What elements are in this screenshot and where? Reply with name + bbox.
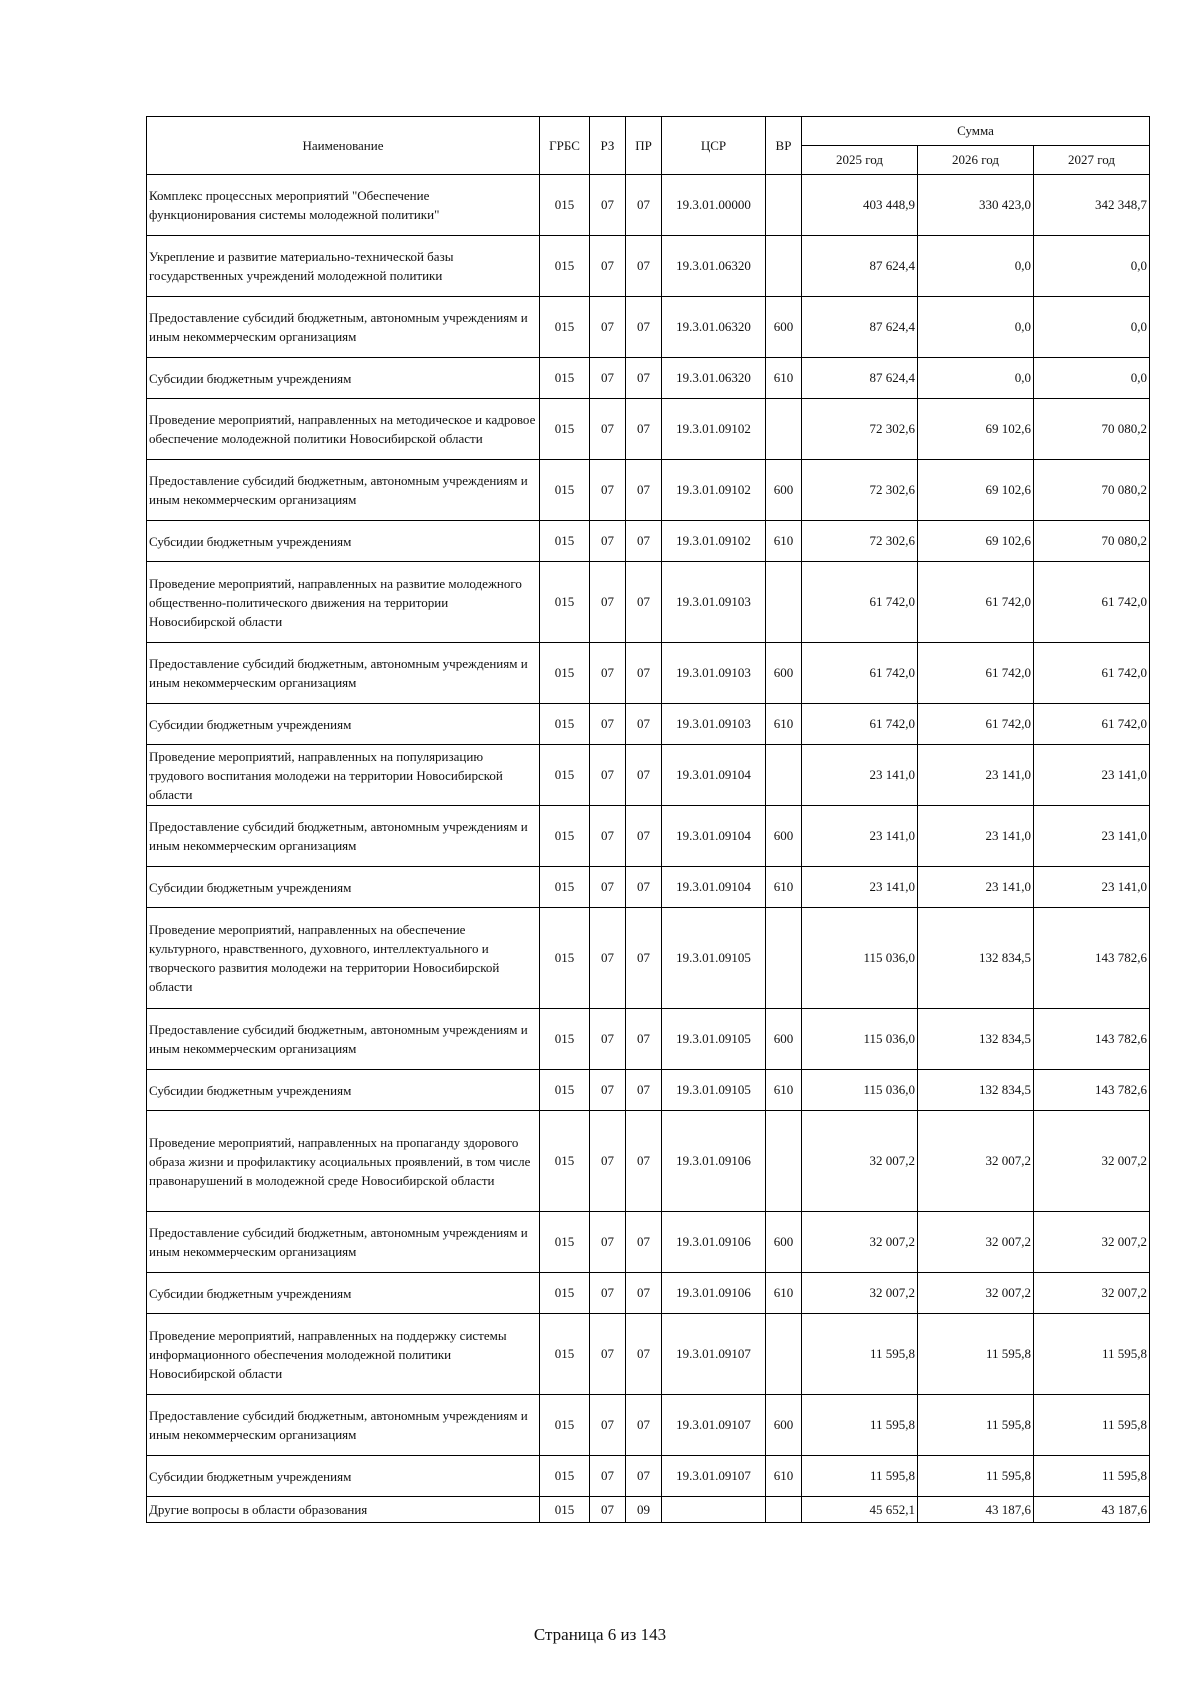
row-csr: 19.3.01.09104: [662, 806, 766, 867]
row-amount-2025: 23 141,0: [802, 806, 918, 867]
row-rz: 07: [590, 1497, 626, 1523]
row-grbs: 015: [540, 1111, 590, 1212]
row-rz: 07: [590, 1009, 626, 1070]
row-pr: 07: [626, 1111, 662, 1212]
row-grbs: 015: [540, 562, 590, 643]
row-rz: 07: [590, 806, 626, 867]
row-vr: 610: [766, 1273, 802, 1314]
row-rz: 07: [590, 1456, 626, 1497]
row-rz: 07: [590, 297, 626, 358]
row-csr: 19.3.01.09102: [662, 521, 766, 562]
row-csr: 19.3.01.09107: [662, 1456, 766, 1497]
row-csr: 19.3.01.09107: [662, 1314, 766, 1395]
header-name: Наименование: [147, 117, 540, 175]
row-grbs: 015: [540, 1009, 590, 1070]
row-csr: 19.3.01.09102: [662, 460, 766, 521]
row-amount-2027: 11 595,8: [1034, 1395, 1150, 1456]
table-row: [147, 867, 1150, 908]
row-vr: 600: [766, 1212, 802, 1273]
row-vr: 600: [766, 806, 802, 867]
row-name: Другие вопросы в области образования: [147, 1497, 540, 1523]
header-pr: ПР: [626, 117, 662, 175]
row-rz: 07: [590, 908, 626, 1009]
row-grbs: 015: [540, 745, 590, 806]
row-name: Проведение мероприятий, направленных на пропаганду здорового образа жизни и профилактику асоциальных проявлений, в том числе правонарушений в молодежной среде Новосибирской области: [147, 1111, 540, 1212]
row-csr: 19.3.01.06320: [662, 297, 766, 358]
row-amount-2025: 11 595,8: [802, 1314, 918, 1395]
table-row: [147, 1212, 1150, 1273]
row-pr: 07: [626, 358, 662, 399]
row-rz: 07: [590, 1070, 626, 1111]
row-csr: 19.3.01.09103: [662, 643, 766, 704]
table-row: [147, 460, 1150, 521]
row-grbs: 015: [540, 521, 590, 562]
row-amount-2026: 11 595,8: [918, 1456, 1034, 1497]
row-pr: 07: [626, 745, 662, 806]
row-pr: 07: [626, 1009, 662, 1070]
row-vr: 610: [766, 1070, 802, 1111]
row-rz: 07: [590, 562, 626, 643]
row-vr: 600: [766, 297, 802, 358]
row-vr: [766, 1314, 802, 1395]
row-pr: 07: [626, 806, 662, 867]
row-amount-2026: 43 187,6: [918, 1497, 1034, 1523]
row-amount-2027: 342 348,7: [1034, 175, 1150, 236]
row-csr: 19.3.01.09105: [662, 908, 766, 1009]
row-pr: 07: [626, 1395, 662, 1456]
row-amount-2027: 32 007,2: [1034, 1273, 1150, 1314]
row-amount-2026: 69 102,6: [918, 399, 1034, 460]
row-rz: 07: [590, 358, 626, 399]
row-grbs: 015: [540, 175, 590, 236]
row-amount-2027: 61 742,0: [1034, 643, 1150, 704]
header-csr: ЦСР: [662, 117, 766, 175]
row-rz: 07: [590, 704, 626, 745]
row-amount-2025: 115 036,0: [802, 1009, 918, 1070]
table-row: [147, 1456, 1150, 1497]
row-grbs: 015: [540, 1456, 590, 1497]
row-amount-2027: 11 595,8: [1034, 1314, 1150, 1395]
row-amount-2026: 11 595,8: [918, 1314, 1034, 1395]
row-rz: 07: [590, 175, 626, 236]
row-csr: 19.3.01.09102: [662, 399, 766, 460]
row-rz: 07: [590, 745, 626, 806]
header-grbs: ГРБС: [540, 117, 590, 175]
row-csr: 19.3.01.09103: [662, 704, 766, 745]
row-name: Субсидии бюджетным учреждениям: [147, 1070, 540, 1111]
row-vr: [766, 399, 802, 460]
table-header-row: [147, 117, 1150, 146]
row-amount-2026: 69 102,6: [918, 521, 1034, 562]
row-amount-2026: 32 007,2: [918, 1111, 1034, 1212]
row-amount-2026: 11 595,8: [918, 1395, 1034, 1456]
row-grbs: 015: [540, 1314, 590, 1395]
row-amount-2026: 0,0: [918, 297, 1034, 358]
row-amount-2026: 132 834,5: [918, 1009, 1034, 1070]
row-name: Предоставление субсидий бюджетным, автономным учреждениям и иным некоммерческим организациям: [147, 297, 540, 358]
row-amount-2025: 115 036,0: [802, 908, 918, 1009]
table-row: [147, 358, 1150, 399]
row-name: Предоставление субсидий бюджетным, автономным учреждениям и иным некоммерческим организациям: [147, 643, 540, 704]
row-amount-2026: 32 007,2: [918, 1273, 1034, 1314]
row-name: Предоставление субсидий бюджетным, автономным учреждениям и иным некоммерческим организациям: [147, 460, 540, 521]
row-grbs: 015: [540, 460, 590, 521]
row-csr: 19.3.01.09104: [662, 867, 766, 908]
row-name: Субсидии бюджетным учреждениям: [147, 358, 540, 399]
row-vr: 610: [766, 704, 802, 745]
row-csr: 19.3.01.09103: [662, 562, 766, 643]
table-row: [147, 1111, 1150, 1212]
row-pr: 07: [626, 704, 662, 745]
row-amount-2027: 0,0: [1034, 297, 1150, 358]
table-row: [147, 745, 1150, 806]
table-row: [147, 1497, 1150, 1523]
row-pr: 07: [626, 867, 662, 908]
row-name: Субсидии бюджетным учреждениям: [147, 704, 540, 745]
row-amount-2025: 72 302,6: [802, 399, 918, 460]
table-row: [147, 806, 1150, 867]
row-pr: 07: [626, 908, 662, 1009]
row-rz: 07: [590, 399, 626, 460]
row-vr: 600: [766, 643, 802, 704]
row-amount-2027: 32 007,2: [1034, 1212, 1150, 1273]
row-amount-2025: 115 036,0: [802, 1070, 918, 1111]
row-vr: [766, 908, 802, 1009]
row-name: Субсидии бюджетным учреждениям: [147, 521, 540, 562]
row-name: Предоставление субсидий бюджетным, автономным учреждениям и иным некоммерческим организациям: [147, 806, 540, 867]
row-amount-2025: 32 007,2: [802, 1212, 918, 1273]
row-pr: 07: [626, 175, 662, 236]
row-name: Субсидии бюджетным учреждениям: [147, 867, 540, 908]
row-pr: 09: [626, 1497, 662, 1523]
row-name: Проведение мероприятий, направленных на обеспечение культурного, нравственного, духовного, интеллектуального и творческого развития молодежи на территории Новосибирской области: [147, 908, 540, 1009]
row-amount-2025: 23 141,0: [802, 745, 918, 806]
row-amount-2025: 87 624,4: [802, 297, 918, 358]
row-pr: 07: [626, 1314, 662, 1395]
table-row: [147, 236, 1150, 297]
table-row: [147, 399, 1150, 460]
row-amount-2025: 87 624,4: [802, 358, 918, 399]
row-rz: 07: [590, 460, 626, 521]
row-grbs: 015: [540, 1273, 590, 1314]
row-vr: 600: [766, 460, 802, 521]
row-csr: 19.3.01.00000: [662, 175, 766, 236]
row-rz: 07: [590, 1314, 626, 1395]
row-pr: 07: [626, 562, 662, 643]
row-amount-2027: 70 080,2: [1034, 521, 1150, 562]
row-amount-2025: 72 302,6: [802, 521, 918, 562]
row-amount-2025: 11 595,8: [802, 1395, 918, 1456]
row-rz: 07: [590, 1111, 626, 1212]
table-row: [147, 1009, 1150, 1070]
table-row: [147, 643, 1150, 704]
row-vr: 610: [766, 1456, 802, 1497]
row-amount-2027: 70 080,2: [1034, 460, 1150, 521]
row-amount-2026: 61 742,0: [918, 643, 1034, 704]
page-number: Страница 6 из 143: [533, 1625, 667, 1644]
table-row: [147, 175, 1150, 236]
row-rz: 07: [590, 521, 626, 562]
row-vr: 610: [766, 358, 802, 399]
row-pr: 07: [626, 297, 662, 358]
row-amount-2026: 0,0: [918, 358, 1034, 399]
row-amount-2026: 61 742,0: [918, 562, 1034, 643]
row-name: Субсидии бюджетным учреждениям: [147, 1456, 540, 1497]
table-row: [147, 1395, 1150, 1456]
row-csr: 19.3.01.06320: [662, 236, 766, 297]
row-amount-2026: 32 007,2: [918, 1212, 1034, 1273]
row-grbs: 015: [540, 704, 590, 745]
row-grbs: 015: [540, 297, 590, 358]
row-amount-2027: 70 080,2: [1034, 399, 1150, 460]
row-rz: 07: [590, 643, 626, 704]
row-grbs: 015: [540, 399, 590, 460]
row-grbs: 015: [540, 1070, 590, 1111]
row-amount-2027: 143 782,6: [1034, 908, 1150, 1009]
row-grbs: 015: [540, 643, 590, 704]
row-csr: 19.3.01.09105: [662, 1009, 766, 1070]
row-csr: 19.3.01.09107: [662, 1395, 766, 1456]
row-pr: 07: [626, 460, 662, 521]
row-amount-2027: 61 742,0: [1034, 704, 1150, 745]
row-amount-2027: 23 141,0: [1034, 806, 1150, 867]
table-row: [147, 521, 1150, 562]
table-row: [147, 908, 1150, 1009]
row-rz: 07: [590, 1212, 626, 1273]
table-row: [147, 1070, 1150, 1111]
row-vr: 600: [766, 1009, 802, 1070]
row-name: Субсидии бюджетным учреждениям: [147, 1273, 540, 1314]
row-pr: 07: [626, 236, 662, 297]
row-pr: 07: [626, 1273, 662, 1314]
header-2025: 2025 год: [802, 146, 918, 175]
row-amount-2025: 32 007,2: [802, 1111, 918, 1212]
row-amount-2026: 69 102,6: [918, 460, 1034, 521]
row-amount-2026: 61 742,0: [918, 704, 1034, 745]
row-name: Проведение мероприятий, направленных на развитие молодежного общественно-политического движения на территории Новосибирской области: [147, 562, 540, 643]
row-vr: [766, 1111, 802, 1212]
row-amount-2025: 45 652,1: [802, 1497, 918, 1523]
header-rz: РЗ: [590, 117, 626, 175]
row-name: Проведение мероприятий, направленных на популяризацию трудового воспитания молодежи на территории Новосибирской области: [147, 745, 540, 806]
row-amount-2025: 61 742,0: [802, 562, 918, 643]
row-amount-2025: 32 007,2: [802, 1273, 918, 1314]
row-amount-2025: 61 742,0: [802, 643, 918, 704]
row-amount-2027: 23 141,0: [1034, 867, 1150, 908]
row-pr: 07: [626, 399, 662, 460]
table-row: [147, 297, 1150, 358]
table-row: [147, 1314, 1150, 1395]
row-amount-2027: 61 742,0: [1034, 562, 1150, 643]
row-grbs: 015: [540, 908, 590, 1009]
row-amount-2027: 11 595,8: [1034, 1456, 1150, 1497]
row-amount-2027: 0,0: [1034, 358, 1150, 399]
row-amount-2025: 87 624,4: [802, 236, 918, 297]
row-name: Проведение мероприятий, направленных на поддержку системы информационного обеспечения молодежной политики Новосибирской области: [147, 1314, 540, 1395]
row-amount-2026: 0,0: [918, 236, 1034, 297]
row-grbs: 015: [540, 1497, 590, 1523]
row-amount-2026: 132 834,5: [918, 1070, 1034, 1111]
row-csr: [662, 1497, 766, 1523]
row-vr: [766, 236, 802, 297]
row-csr: 19.3.01.09106: [662, 1111, 766, 1212]
row-grbs: 015: [540, 1395, 590, 1456]
header-2026: 2026 год: [918, 146, 1034, 175]
row-name: Укрепление и развитие материально-технической базы государственных учреждений молодежной политики: [147, 236, 540, 297]
header-2027: 2027 год: [1034, 146, 1150, 175]
row-amount-2026: 132 834,5: [918, 908, 1034, 1009]
row-csr: 19.3.01.09104: [662, 745, 766, 806]
row-vr: [766, 175, 802, 236]
row-pr: 07: [626, 1212, 662, 1273]
row-vr: 610: [766, 867, 802, 908]
row-amount-2027: 143 782,6: [1034, 1070, 1150, 1111]
row-amount-2026: 23 141,0: [918, 745, 1034, 806]
row-pr: 07: [626, 643, 662, 704]
row-vr: [766, 745, 802, 806]
row-amount-2026: 23 141,0: [918, 806, 1034, 867]
row-name: Проведение мероприятий, направленных на методическое и кадровое обеспечение молодежной политики Новосибирской области: [147, 399, 540, 460]
row-rz: 07: [590, 1273, 626, 1314]
row-amount-2026: 330 423,0: [918, 175, 1034, 236]
row-vr: 600: [766, 1395, 802, 1456]
row-csr: 19.3.01.09105: [662, 1070, 766, 1111]
row-name: Предоставление субсидий бюджетным, автономным учреждениям и иным некоммерческим организациям: [147, 1395, 540, 1456]
row-grbs: 015: [540, 236, 590, 297]
row-amount-2027: 0,0: [1034, 236, 1150, 297]
row-pr: 07: [626, 1070, 662, 1111]
row-amount-2026: 23 141,0: [918, 867, 1034, 908]
row-amount-2025: 403 448,9: [802, 175, 918, 236]
row-rz: 07: [590, 867, 626, 908]
row-amount-2025: 23 141,0: [802, 867, 918, 908]
row-vr: 610: [766, 521, 802, 562]
header-vr: ВР: [766, 117, 802, 175]
row-csr: 19.3.01.06320: [662, 358, 766, 399]
row-rz: 07: [590, 236, 626, 297]
table-body: [147, 175, 1150, 1523]
row-name: Предоставление субсидий бюджетным, автономным учреждениям и иным некоммерческим организациям: [147, 1009, 540, 1070]
table-row: [147, 704, 1150, 745]
row-csr: 19.3.01.09106: [662, 1273, 766, 1314]
row-vr: [766, 1497, 802, 1523]
row-pr: 07: [626, 1456, 662, 1497]
row-amount-2027: 32 007,2: [1034, 1111, 1150, 1212]
row-name: Предоставление субсидий бюджетным, автономным учреждениям и иным некоммерческим организациям: [147, 1212, 540, 1273]
row-amount-2027: 23 141,0: [1034, 745, 1150, 806]
row-vr: [766, 562, 802, 643]
row-grbs: 015: [540, 806, 590, 867]
budget-table: [146, 116, 1150, 1523]
table-row: [147, 1273, 1150, 1314]
row-pr: 07: [626, 521, 662, 562]
row-amount-2027: 43 187,6: [1034, 1497, 1150, 1523]
row-grbs: 015: [540, 358, 590, 399]
row-amount-2025: 72 302,6: [802, 460, 918, 521]
row-amount-2025: 11 595,8: [802, 1456, 918, 1497]
table-row: [147, 562, 1150, 643]
header-sum: Сумма: [802, 117, 1150, 146]
row-grbs: 015: [540, 1212, 590, 1273]
row-name: Комплекс процессных мероприятий "Обеспечение функционирования системы молодежной политики": [147, 175, 540, 236]
row-amount-2025: 61 742,0: [802, 704, 918, 745]
row-grbs: 015: [540, 867, 590, 908]
row-csr: 19.3.01.09106: [662, 1212, 766, 1273]
row-amount-2027: 143 782,6: [1034, 1009, 1150, 1070]
row-rz: 07: [590, 1395, 626, 1456]
